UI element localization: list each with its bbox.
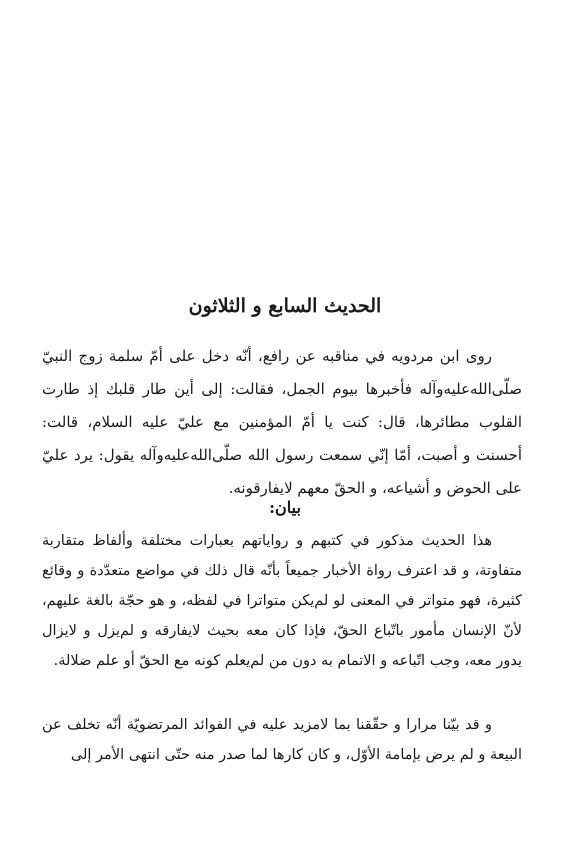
- narration-paragraph: روى ابن مردويه في مناقبه عن رافع، أنّه دخل على أمّ سلمة زوج النبيّ صلّى‌الله‌عليه‌وآله فأخبرها بيوم الجمل، فقالت: إلى أين طار قلبك إذ طارت القلوب مطائرها، قال: كنت يا أمّ المؤمنين مع عليّ عليه السلام، قالت: أحسنت و أصبت، أمّا إنّي سمعت رسول الله صلّى‌الله‌عليه‌وآله يقول: يرد عليّ على الحوض و أشياعه، و الحقّ معهم لايفارقونه.: [42, 347, 522, 497]
- explanation-body: [42, 526, 522, 676]
- hadith-title: الحديث السابع و الثلاثون: [188, 295, 382, 317]
- explanation-paragraph: هذا الحديث مذكور في كتبهم و رواياتهم بعبارات مختلفة وألفاظ متقاربة متفاوتة، و قد اعترف رواة الأخبار جميعاً بأنّه قال ذلك في مواضع متعدّدة و وقائع كثيرة، فهو متواتر في المعنى لو لم‌يكن متواترا في لفظه، و هو حجّة بالغة عليهم، لأنّ الإنسان مأمور باتّباع الحقّ، فإذا كان معه بحيث لايفارقه و لم‌يزل و لايزال يدور معه، وجب اتّباعه و الاتمام به دون من لم‌يعلم كونه مع الحقّ أو علم ضلالة.: [42, 533, 522, 669]
- closing-body: [42, 710, 522, 770]
- hadith-narration: [42, 340, 522, 505]
- closing-paragraph: و قد بيّنا مرارا و حقّقنا بما لامزيد عليه في الفوائد المرتضويّة أنّه تخلف عن البيعة و لم يرض بإمامة الأوّل، و كان كارها لما صدر منه حتّى انتهى الأمر إلى: [42, 717, 522, 763]
- explanation-heading: بيان:: [269, 498, 301, 517]
